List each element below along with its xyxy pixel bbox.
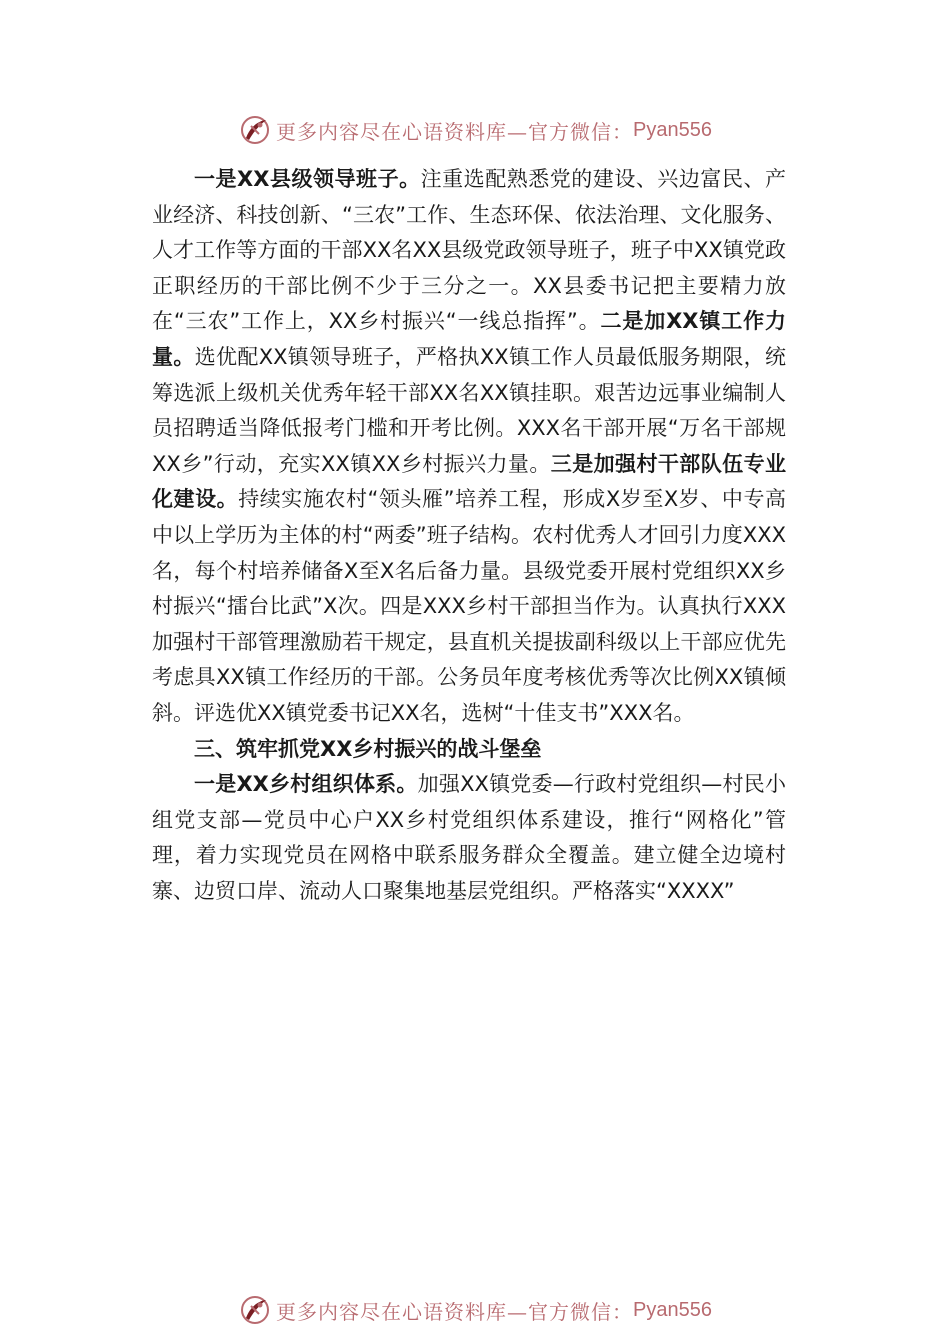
logo-icon — [238, 113, 272, 147]
document-body — [152, 162, 786, 909]
footer-watermark — [0, 1290, 950, 1330]
point-heading: 一是XX乡村组织体系。 — [194, 772, 418, 797]
point-text: 选优配XX镇领导班子，严格执XX镇工作人员最低服务期限，统筹选派上级机关优秀年轻干部XX名XX镇挂职。艰苦边远事业编制人员招聘适当降低报考门槛和开考比例。XXX名干部开展“万名干部规XX乡”行动，充实XX镇XX乡村振兴力量。 — [152, 344, 787, 476]
section-heading: 三、筑牢抓党XX乡村振兴的战斗堡垒 — [194, 736, 542, 761]
point-text: 注重选配熟悉党的建设、兴边富民、产业经济、科技创新、“三农”工作、生态环保、依法治理、文化服务、人才工作等方面的干部XX名XX县级党政领导班子，班子中XX镇党政正职经历的干部比例不少于三分之一。XX县委书记把主要精力放在“三农”工作上，XX乡村振兴“一线总指挥”。 — [152, 167, 786, 334]
point-text: 加强XX镇党委—行政村党组织—村民小组党支部—党员中心户XX乡村党组织体系建设，推行“网格化”管理，着力实现党员在网格中联系服务群众全覆盖。建立健全边境村寨、边贸口岸、流动人口聚集地基层党组织。严格落实“XXXX” — [152, 772, 786, 903]
paragraph — [152, 767, 786, 909]
logo-icon — [238, 1293, 272, 1327]
watermark-text: 更多内容尽在心语资料库—官方微信： — [276, 119, 634, 144]
header-watermark — [0, 110, 950, 150]
point-heading: 二是加XX镇工作力量。 — [152, 309, 786, 369]
point-heading: 一是XX县级领导班子。 — [194, 167, 421, 191]
point-heading: 三是加强村干部队伍专业化建设。 — [152, 451, 786, 512]
watermark-text: 更多内容尽在心语资料库—官方微信： — [276, 1299, 634, 1324]
watermark-id: Pyan556 — [633, 118, 712, 141]
point-text: 持续实施农村“领头雁”培养工程，形成X岁至X岁、中专高中以上学历为主体的村“两委”班子结构。农村优秀人才回引力度XXX名，每个村培养储备X至X名后备力量。县级党委开展村党组织XX乡村振兴“擂台比武”X次。四是XXX乡村干部担当作为。认真执行XXX加强村干部管理激励若干规定，县直机关提拔副科级以上干部应优先考虑具XX镇工作经历的干部。公务员年度考核优秀等次比例XX镇倾斜。评选优XX镇党委书记XX名，选树“十佳支书”XXX名。 — [152, 487, 787, 725]
paragraph — [152, 162, 786, 732]
watermark-id: Pyan556 — [633, 1298, 712, 1321]
